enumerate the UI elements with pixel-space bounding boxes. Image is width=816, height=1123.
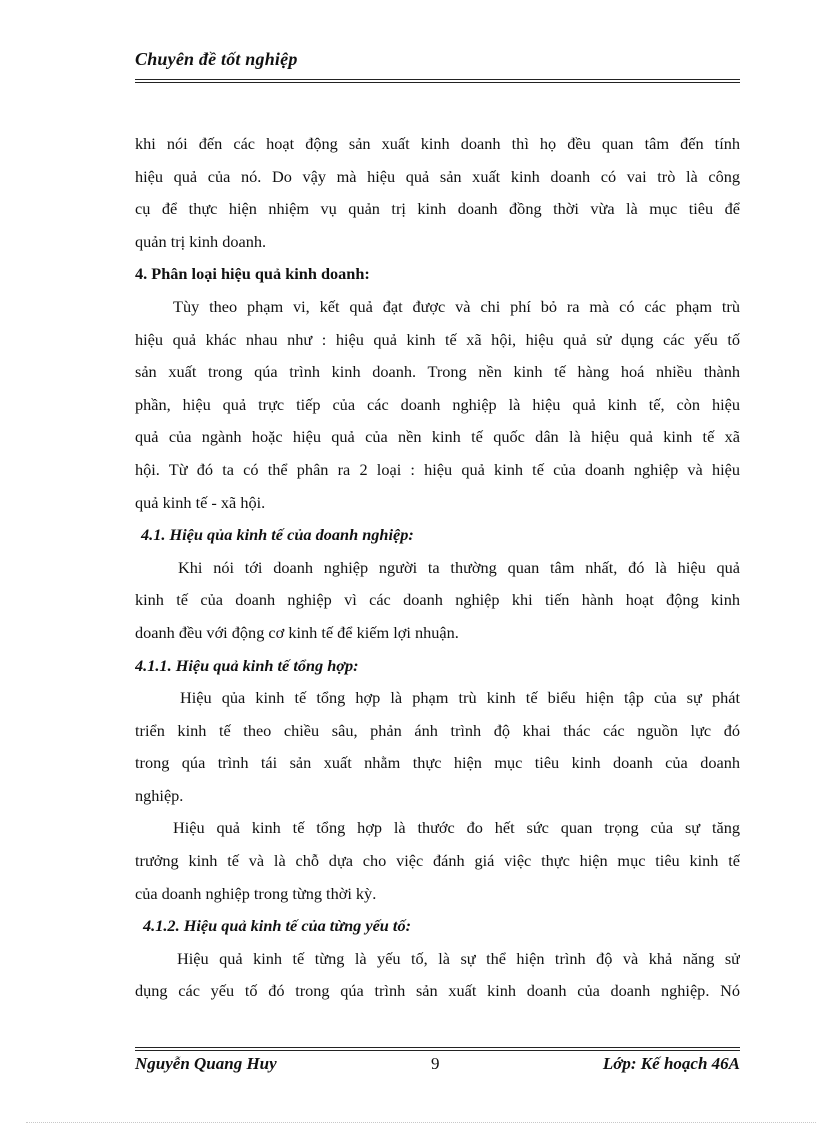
paragraph-line: Hiệu qủa kinh tế tổng hợp là phạm trù kinh tế biểu hiện tập của sự phát <box>180 688 740 708</box>
paragraph-line: trong qúa trình tái sản xuất nhằm thực hiện mục tiêu kinh doanh của doanh <box>135 753 740 773</box>
body-text <box>135 128 740 1008</box>
paragraph-line: phần, hiệu quả trực tiếp của các doanh nghiệp là hiệu quả kinh tế, còn hiệu <box>135 394 740 414</box>
section-heading-4-1: 4.1. Hiệu qủa kinh tế của doanh nghiệp: <box>141 525 414 545</box>
paragraph-line: triển kinh tế theo chiều sâu, phản ánh trình độ khai thác các nguồn lực đó <box>135 720 740 740</box>
page-footer <box>135 1054 740 1076</box>
page-number: 9 <box>431 1054 440 1073</box>
paragraph-line: của doanh nghiệp trong từng thời kỳ. <box>135 883 377 903</box>
paragraph-line: khi nói đến các hoạt động sản xuất kinh doanh thì họ đều quan tâm đến tính <box>135 134 740 153</box>
paragraph-line: hội. Từ đó ta có thể phân ra 2 loại : hiệu quả kinh tế của doanh nghiệp và hiệu <box>135 459 740 479</box>
paragraph-line: trưởng kinh tế và là chỗ dựa cho việc đánh giá việc thực hiện mục tiêu kinh tế <box>135 851 740 871</box>
header-divider <box>135 79 740 83</box>
section-heading-4: 4. Phân loại hiệu quả kinh doanh: <box>135 264 370 284</box>
paragraph-line: hiệu quả khác nhau như : hiệu quả kinh tế xã hội, hiệu quả sử dụng các yếu tố <box>135 329 740 349</box>
section-heading-4-1-2: 4.1.2. Hiệu quả kinh tế của từng yếu tố: <box>143 916 412 936</box>
paragraph-line: doanh đều với động cơ kinh tế để kiếm lợi nhuận. <box>135 622 459 642</box>
paragraph-line: Tùy theo phạm vi, kết quả đạt được và chi phí bỏ ra mà có các phạm trù <box>173 296 740 316</box>
paragraph-line: sản xuất trong qúa trình kinh doanh. Trong nền kinh tế hàng hoá nhiều thành <box>135 362 740 382</box>
paragraph-line: cụ để thực hiện nhiệm vụ quản trị kinh doanh đồng thời vừa là mục tiêu để <box>135 199 740 219</box>
paragraph-line: Hiệu quả kinh tế từng là yếu tố, là sự thể hiện trình độ và khả năng sử <box>177 948 740 968</box>
paragraph-line: quản trị kinh doanh. <box>135 231 267 251</box>
footer-divider <box>135 1047 740 1051</box>
paragraph-line: kinh tế của doanh nghiệp vì các doanh nghiệp khi tiến hành hoạt động kinh <box>135 590 740 610</box>
paragraph-line: quả kinh tế - xã hội. <box>135 492 266 512</box>
paragraph-line: nghiệp. <box>135 785 184 805</box>
paragraph-line: dụng các yếu tố đó trong qúa trình sản xuất kinh doanh của doanh nghiệp. Nó <box>135 981 740 1001</box>
footer-author: Nguyễn Quang Huy <box>135 1054 277 1073</box>
paragraph-line: Khi nói tới doanh nghiệp người ta thường quan tâm nhất, đó là hiệu quả <box>178 557 740 577</box>
footer-class-label: Lớp: Kế hoạch 46A <box>602 1054 740 1073</box>
paragraph-line: Hiệu quả kinh tế tổng hợp là thước đo hết sức quan trọng của sự tăng <box>173 818 740 838</box>
section-heading-4-1-1: 4.1.1. Hiệu quả kinh tế tổng hợp: <box>135 655 359 675</box>
header-title: Chuyên đề tốt nghiệp <box>135 49 298 69</box>
paragraph-line: hiệu quả của nó. Do vậy mà hiệu quả sản xuất kinh doanh có vai trò là công <box>135 166 740 186</box>
paragraph-line: quả của ngành hoặc hiệu quả của nền kinh tế quốc dân là hiệu quả kinh tế xã <box>135 427 740 447</box>
